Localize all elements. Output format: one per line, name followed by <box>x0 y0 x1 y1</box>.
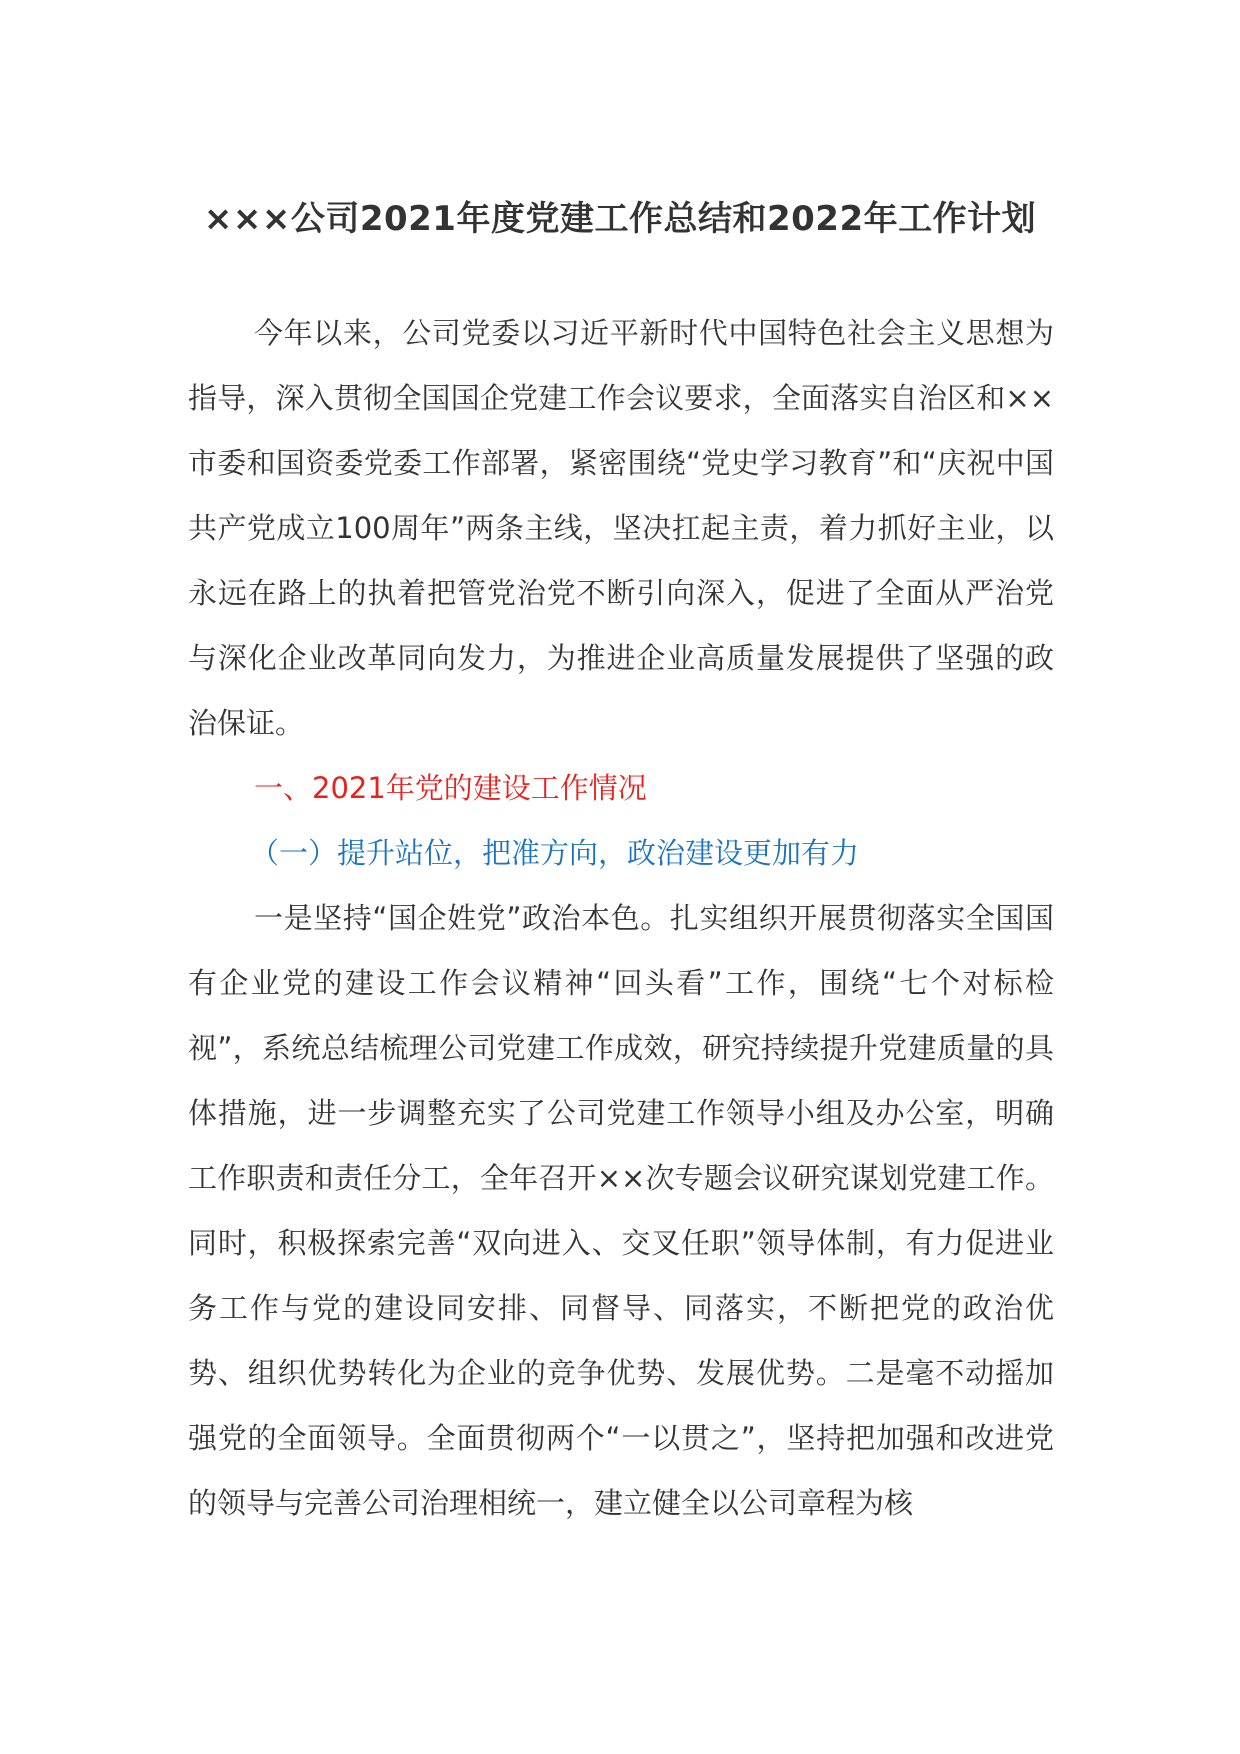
intro-paragraph: 今年以来，公司党委以习近平新时代中国特色社会主义思想为指导，深入贯彻全国国企党建工作会议要求，全面落实自治区和××市委和国资委党委工作部署，紧密围绕“党史学习教育”和“庆祝中国共产党成立100周年”两条主线，坚决扛起主责，着力抓好主业，以永远在路上的执着把管党治党不断引向深入，促进了全面从严治党与深化企业改革同向发力，为推进企业高质量发展提供了坚强的政治保证。 <box>188 316 1054 740</box>
subsection-paragraph: 一是坚持“国企姓党”政治本色。扎实组织开展贯彻落实全国国有企业党的建设工作会议精神“回头看”工作，围绕“七个对标检视”，系统总结梳理公司党建工作成效，研究持续提升党建质量的具体措施，进一步调整充实了公司党建工作领导小组及办公室，明确工作职责和责任分工，全年召开××次专题会议研究谋划党建工作。同时，积极探索完善“双向进入、交叉任职”领导体制，有力促进业务工作与党的建设同安排、同督导、同落实，不断把党的政治优势、组织优势转化为企业的竞争优势、发展优势。二是毫不动摇加强党的全面领导。全面贯彻两个“一以贯之”，坚持把加强和改进党的领导与完善公司治理相统一，建立健全以公司章程为核 <box>188 901 1054 1520</box>
document-title: ×××公司2021年度党建工作总结和2022年工作计划 <box>203 199 1037 239</box>
section-heading: 一、2021年党的建设工作情况 <box>254 771 647 805</box>
document-body <box>188 301 1054 1536</box>
subsection-heading: （一）提升站位，把准方向，政治建设更加有力 <box>250 836 860 870</box>
